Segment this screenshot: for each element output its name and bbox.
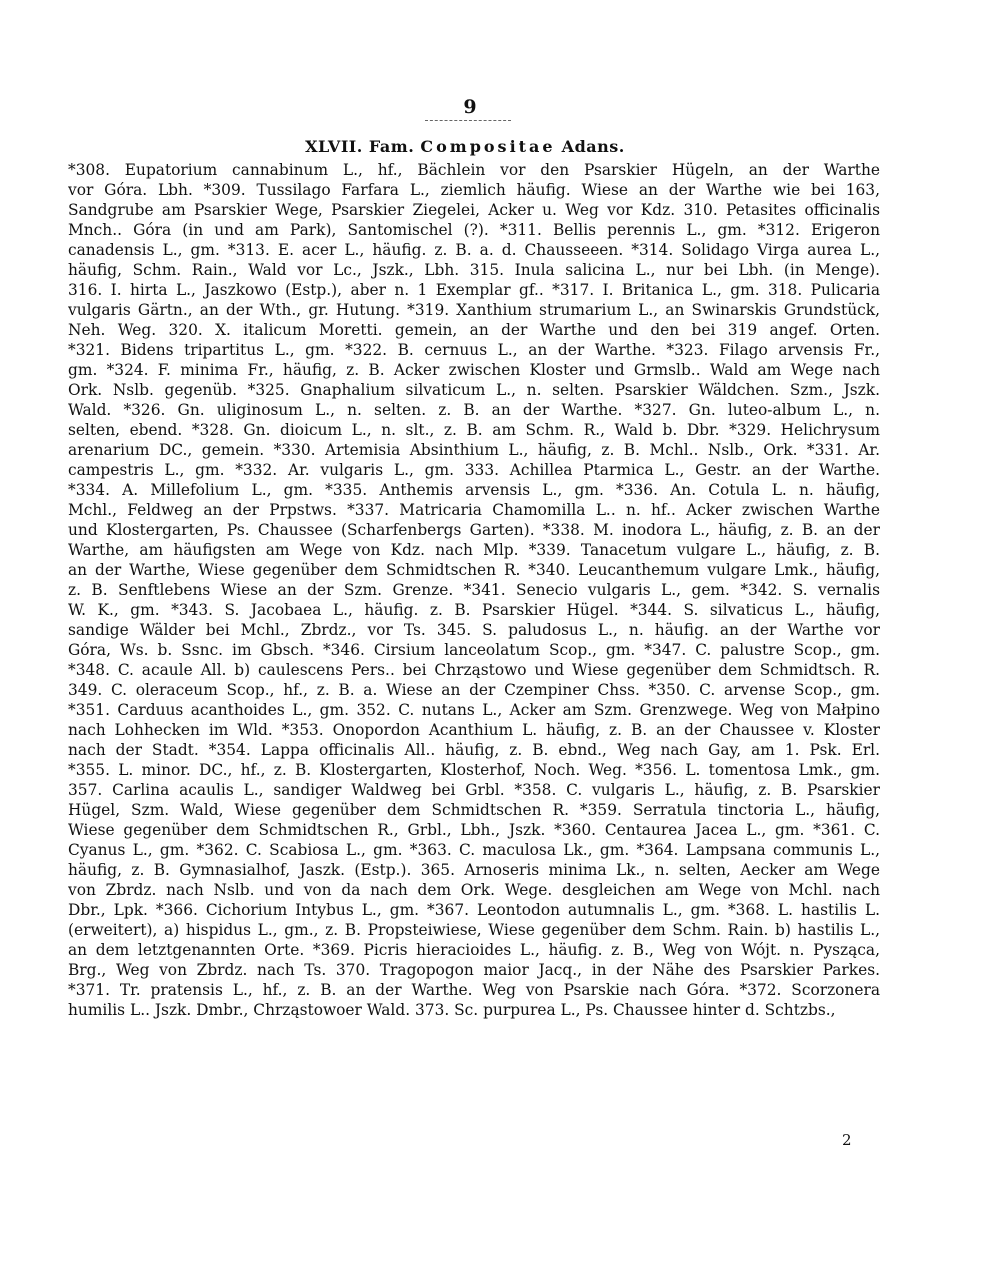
heading-prefix: XLVII. Fam.	[305, 137, 415, 156]
text-line: *334. A. Millefolium L., gm. *335. Anthemis arvensis L., gm. *336. An. Cotula L. n. häufig,	[68, 481, 880, 499]
text-line: Sandgrube am Psarskier Wege, Psarskier Ziegelei, Acker u. Weg vor Kdz. 310. Petasites officinalis	[68, 201, 880, 219]
text-line: an dem letztgenannten Orte. *369. Picris hieracioides L., häufig. z. B., Weg von Wójt. n. Pysząca,	[68, 941, 880, 959]
text-line: *351. Carduus acanthoides L., gm. 352. C. nutans L., Acker am Szm. Grenzwege. Weg von Małpino	[68, 701, 880, 719]
text-line: *348. C. acaule All. b) caulescens Pers.. bei Chrząstowo und Wiese gegenüber dem Schmidtsch. R.	[68, 661, 880, 679]
body-text	[68, 160, 880, 1020]
text-line: vulgaris Gärtn., an der Wth., gr. Hutung. *319. Xanthium strumarium L., an Swinarskis Grundstück,	[68, 301, 880, 319]
heading-family: Compositae	[420, 137, 556, 156]
text-line: Mnch.. Góra (in und am Park), Santomischel (?). *311. Bellis perennis L., gm. *312. Erigeron	[68, 221, 880, 239]
text-line: Ork. Nslb. gegenüb. *325. Gnaphalium silvaticum L., n. selten. Psarskier Wäldchen. Szm., Jszk.	[68, 381, 880, 399]
text-line: *371. Tr. pratensis L., hf., z. B. an der Warthe. Weg von Psarskie nach Góra. *372. Scorzonera	[68, 981, 880, 999]
text-line: Neh. Weg. 320. X. italicum Moretti. gemein, an der Warthe und den bei 319 angef. Orten.	[68, 321, 880, 339]
text-line: gm. *324. F. minima Fr., häufig, z. B. Acker zwischen Kloster und Grmslb.. Wald am Wege nach	[68, 361, 880, 379]
text-line: Hügel, Szm. Wald, Wiese gegenüber dem Schmidtschen R. *359. Serratula tinctoria L., häufig,	[68, 801, 880, 819]
text-line: Brg., Weg von Zbrdz. nach Ts. 370. Tragopogon maior Jacq., in der Nähe des Psarskier Parkes.	[68, 961, 880, 979]
signature-mark: 2	[842, 1131, 852, 1149]
text-line: *355. L. minor. DC., hf., z. B. Klostergarten, Klosterhof, Noch. Weg. *356. L. tomentosa Lmk., gm.	[68, 761, 880, 779]
text-line: Warthe, am häufigsten am Wege von Kdz. nach Mlp. *339. Tanacetum vulgare L., häufig, z. B.	[68, 541, 880, 559]
text-line: Cyanus L., gm. *362. C. Scabiosa L., gm. *363. C. maculosa Lk., gm. *364. Lampsana communis L.,	[68, 841, 880, 859]
text-line: Wiese gegenüber dem Schmidtschen R., Grbl., Lbh., Jszk. *360. Centaurea Jacea L., gm. *361. C.	[68, 821, 880, 839]
text-line: 349. C. oleraceum Scop., hf., z. B. a. Wiese an der Czempiner Chss. *350. C. arvense Scop., gm.	[68, 681, 880, 699]
text-line: und Klostergarten, Ps. Chaussee (Scharfenbergs Garten). *338. M. inodora L., häufig, z. B. an der	[68, 521, 880, 539]
text-line: vor Góra. Lbh. *309. Tussilago Farfara L., ziemlich häufig. Wiese an der Warthe wie bei 163,	[68, 181, 880, 199]
text-line: nach Lohhecken im Wld. *353. Onopordon Acanthium L. häufig, z. B. an der Chaussee v. Kloster	[68, 721, 880, 739]
text-line: nach der Stadt. *354. Lappa officinalis All.. häufig, z. B. ebnd., Weg nach Gay, am 1. Psk. Erl.	[68, 741, 880, 759]
text-line: 316. I. hirta L., Jaszkowo (Estp.), aber n. 1 Exemplar gf.. *317. I. Britanica L., gm. 318. Pulicaria	[68, 281, 880, 299]
text-line: Góra, Ws. b. Ssnc. im Gbsch. *346. Cirsium lanceolatum Scop., gm. *347. C. palustre Scop., gm.	[68, 641, 880, 659]
text-line: *321. Bidens tripartitus L., gm. *322. B. cernuus L., an der Warthe. *323. Filago arvensis Fr.,	[68, 341, 880, 359]
text-line: sandige Wälder bei Mchl., Zbrdz., vor Ts. 345. S. paludosus L., n. häufig. an der Warthe vor	[68, 621, 880, 639]
text-line: campestris L., gm. *332. Ar. vulgaris L., gm. 333. Achillea Ptarmica L., Gestr. an der Warthe.	[68, 461, 880, 479]
text-line: selten, ebend. *328. Gn. dioicum L., n. slt., z. B. am Schm. R., Wald b. Dbr. *329. Helichrysum	[68, 421, 880, 439]
text-line: canadensis L., gm. *313. E. acer L., häufig. z. B. a. d. Chausseeen. *314. Solidago Virga aurea L.,	[68, 241, 880, 259]
text-line: arenarium DC., gemein. *330. Artemisia Absinthium L., häufig, z. B. Mchl.. Nslb., Ork. *331. Ar.	[68, 441, 880, 459]
text-line: von Zbrdz. nach Nslb. und von da nach dem Ork. Wege. desgleichen am Wege von Mchl. nach	[68, 881, 880, 899]
page-number: 9	[463, 96, 477, 118]
text-line: Wald. *326. Gn. uliginosum L., n. selten. z. B. an der Warthe. *327. Gn. luteo-album L., n.	[68, 401, 880, 419]
text-line: 357. Carlina acaulis L., sandiger Waldweg bei Grbl. *358. C. vulgaris L., häufig, z. B. Psarskier	[68, 781, 880, 799]
text-line: an der Warthe, Wiese gegenüber dem Schmidtschen R. *340. Leucanthemum vulgare Lmk., häufig,	[68, 561, 880, 579]
text-line: W. K., gm. *343. S. Jacobaea L., häufig. z. B. Psarskier Hügel. *344. S. silvaticus L., häufig,	[68, 601, 880, 619]
text-line: humilis L.. Jszk. Dmbr., Chrząstowoer Wald. 373. Sc. purpurea L., Ps. Chaussee hinter d. Schtzbs.,	[68, 1001, 836, 1019]
text-line: (erweitert), a) hispidus L., gm., z. B. Propsteiwiese, Wiese gegenüber dem Schm. Rain. b) hastilis L.,	[68, 921, 880, 939]
text-line: z. B. Senftlebens Wiese an der Szm. Grenze. *341. Senecio vulgaris L., gem. *342. S. vernalis	[68, 581, 880, 599]
heading-suffix: Adans.	[561, 137, 625, 156]
header-rule	[425, 120, 511, 121]
text-line: Dbr., Lpk. *366. Cichorium Intybus L., gm. *367. Leontodon autumnalis L., gm. *368. L. hastilis L.	[68, 901, 880, 919]
text-line: *308. Eupatorium cannabinum L., hf., Bächlein vor den Psarskier Hügeln, an der Warthe	[68, 161, 880, 179]
text-line: Mchl., Feldweg an der Prpstws. *337. Matricaria Chamomilla L.. n. hf.. Acker zwischen Warthe	[68, 501, 880, 519]
text-line: häufig, z. B. Gymnasialhof, Jaszk. (Estp.). 365. Arnoseris minima Lk., n. selten, Aecker am Wege	[68, 861, 880, 879]
text-line: häufig, Schm. Rain., Wald vor Lc., Jszk., Lbh. 315. Inula salicina L., nur bei Lbh. (in Menge).	[68, 261, 880, 279]
section-heading	[0, 137, 930, 156]
